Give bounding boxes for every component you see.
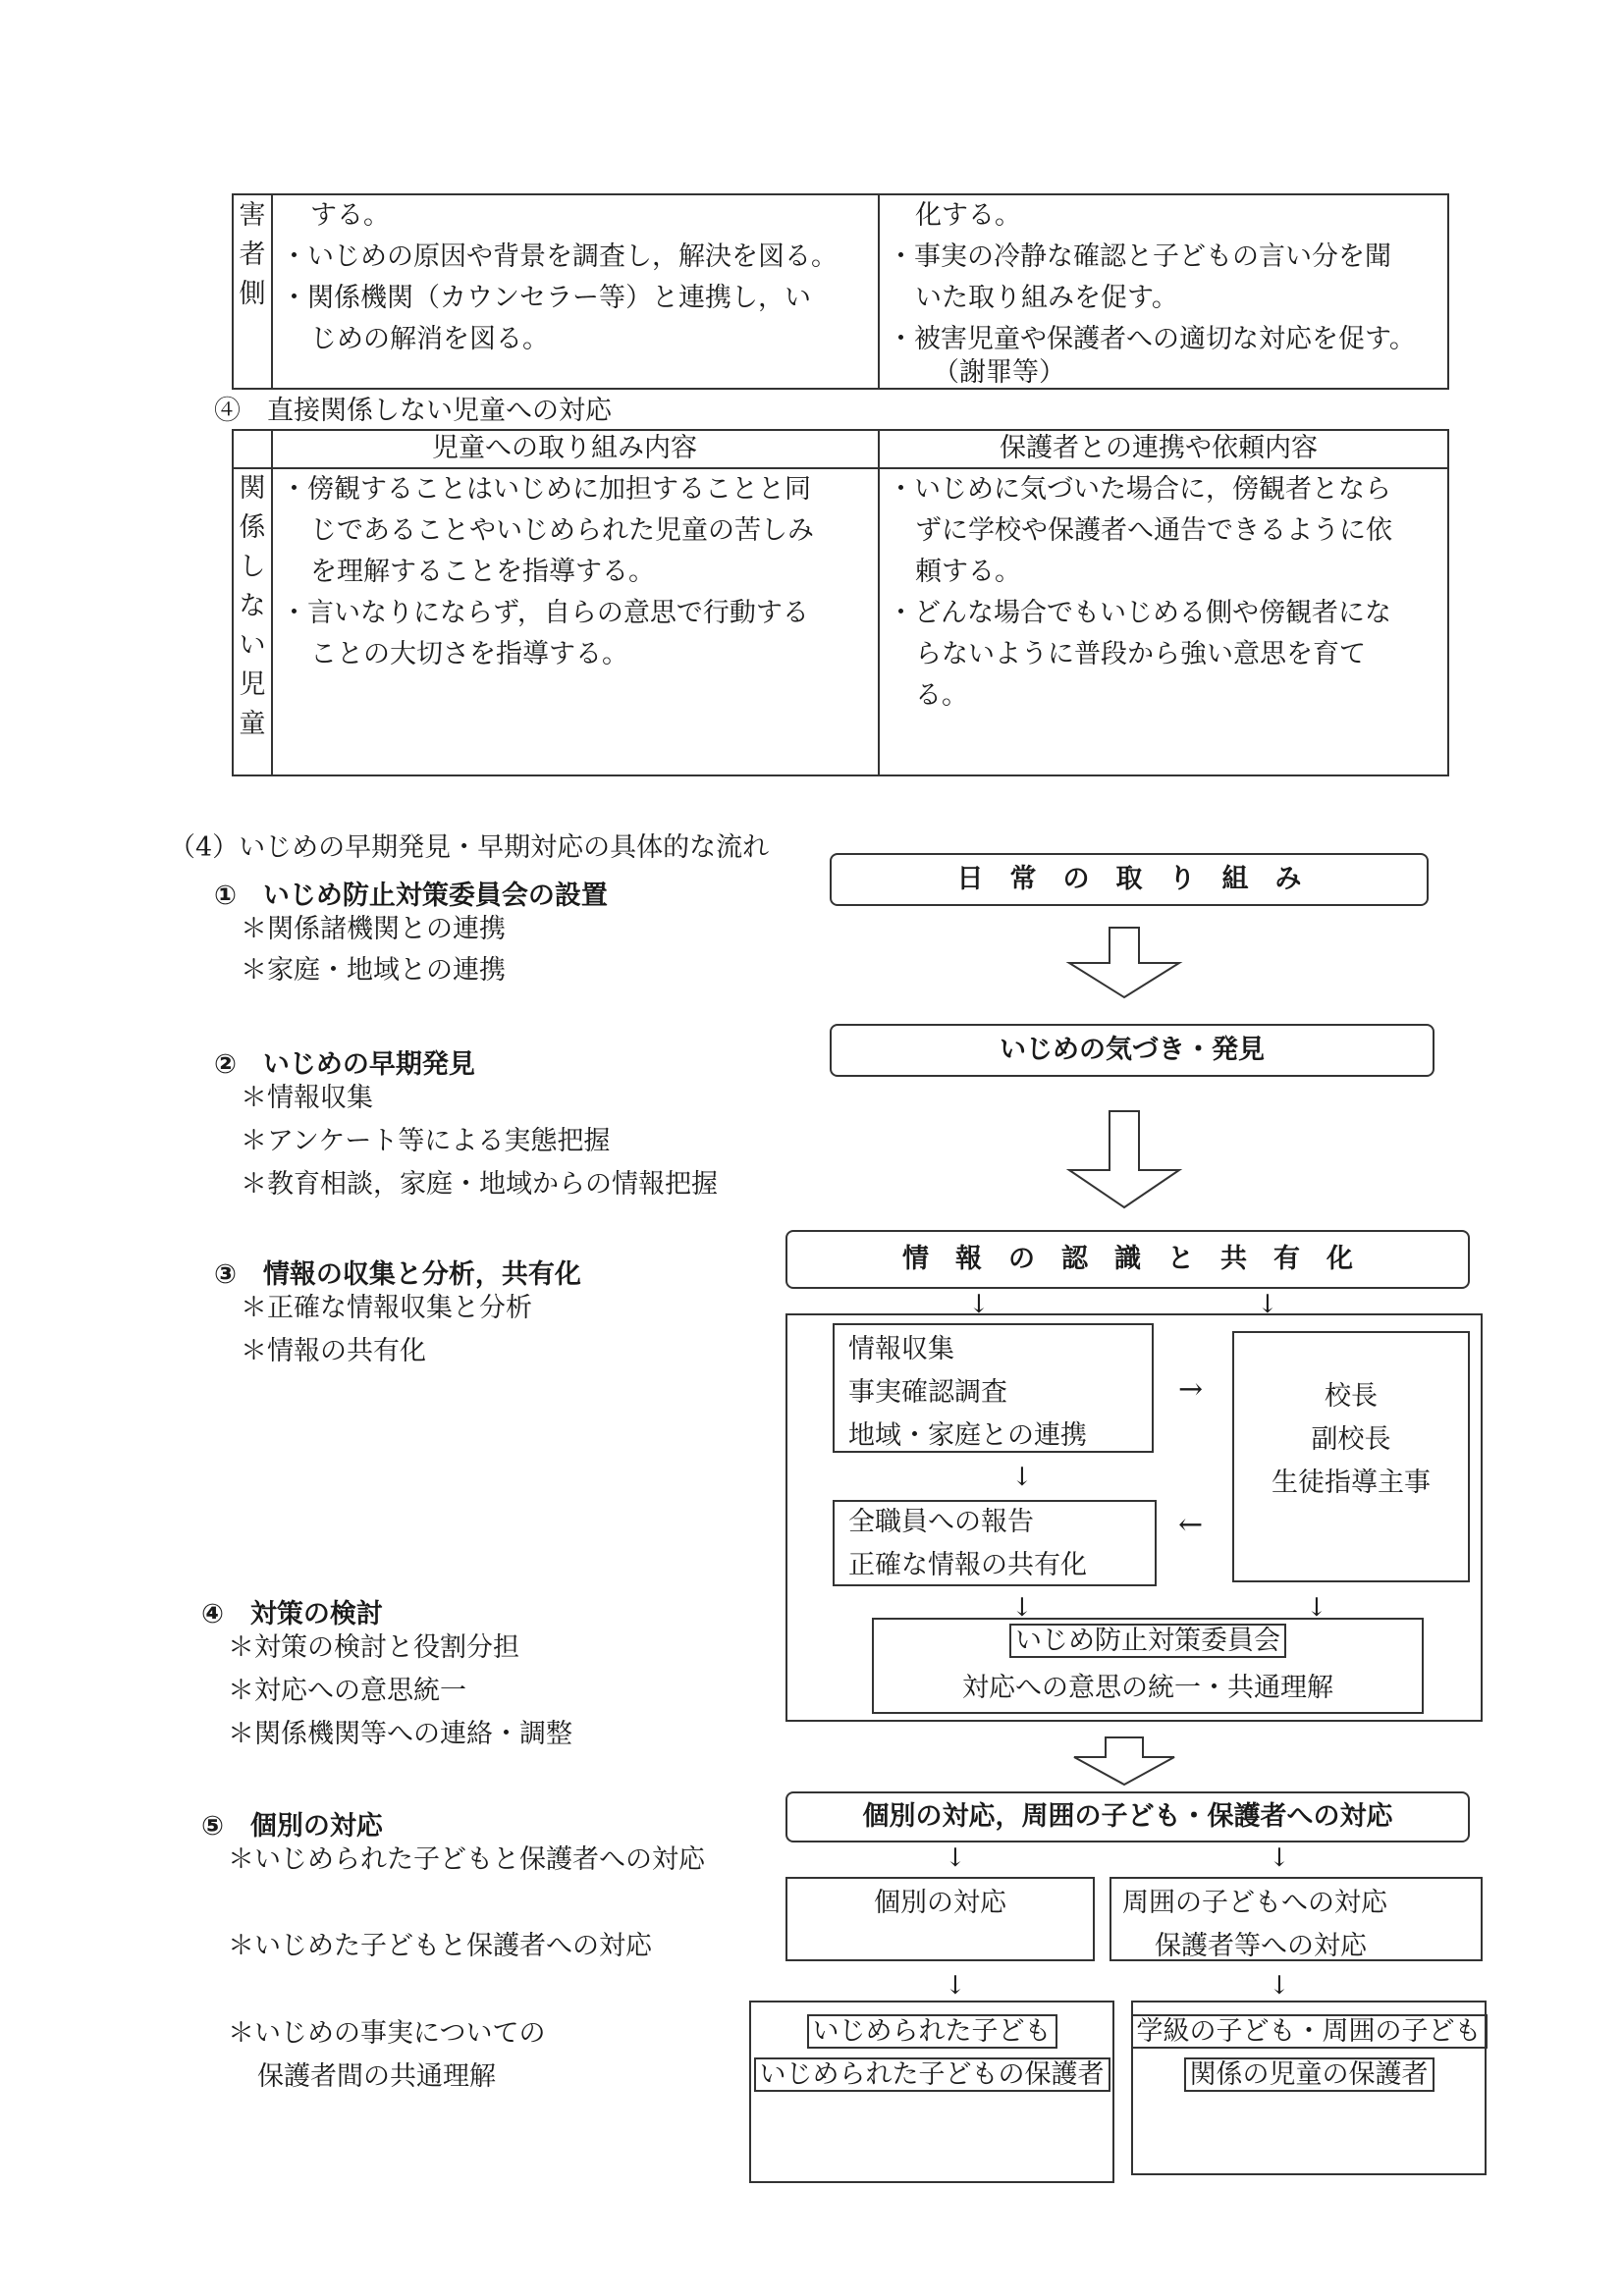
right-arrow-icon: → xyxy=(1178,1372,1204,1407)
step-heading: ④ 対策の検討 xyxy=(201,1599,383,1629)
step-item: ＊いじめられた子どもと保護者への対応 xyxy=(228,1844,705,1875)
down-arrow-icon: ↓ xyxy=(945,1971,966,2001)
down-arrow-icon: ↓ xyxy=(968,1290,990,1319)
down-arrow-icon xyxy=(1065,1109,1183,1209)
daily-efforts-box: 日 常 の 取 り 組 み xyxy=(830,853,1429,906)
step-item: ＊対応への意思統一 xyxy=(228,1676,466,1706)
step-item: ＊関係機関等への連絡・調整 xyxy=(228,1719,572,1749)
awareness-box: いじめの気づき・発見 xyxy=(830,1024,1435,1077)
down-arrow-icon: ↓ xyxy=(1269,1971,1290,2001)
step-heading: ② いじめの早期発見 xyxy=(214,1049,475,1080)
step-item: ＊教育相談，家庭・地域からの情報把握 xyxy=(241,1169,718,1200)
step-item: ＊情報の共有化 xyxy=(241,1336,426,1366)
step-item: ＊家庭・地域との連携 xyxy=(241,955,506,986)
step-heading: ③ 情報の収集と分析，共有化 xyxy=(214,1259,581,1290)
down-arrow-icon: ↓ xyxy=(1269,1843,1290,1873)
down-arrow-icon xyxy=(1070,1735,1178,1787)
info-sharing-box: 情 報 の 認 識 と 共 有 化 xyxy=(785,1230,1470,1289)
step-item: 保護者間の共通理解 xyxy=(257,2061,496,2092)
down-arrow-icon: ↓ xyxy=(1011,1593,1033,1623)
bullied-parent-label: いじめられた子どもの保護者 xyxy=(749,2057,1114,2093)
table-divider xyxy=(878,429,880,776)
committee-title: いじめ防止対策委員会 xyxy=(872,1622,1424,1661)
table-divider xyxy=(878,193,880,390)
related-parent-label: 関係の児童の保護者 xyxy=(1131,2057,1487,2093)
committee-subtitle: 対応への意思の統一・共通理解 xyxy=(962,1673,1333,1703)
header-parent-cooperation: 保護者との連携や依頼内容 xyxy=(1000,433,1318,463)
down-arrow-icon: ↓ xyxy=(945,1843,966,1873)
step-item: ＊アンケート等による実態把握 xyxy=(241,1126,611,1156)
step-item: ＊情報収集 xyxy=(241,1083,373,1113)
down-arrow-icon: ↓ xyxy=(1306,1593,1327,1623)
left-arrow-icon: ← xyxy=(1178,1508,1204,1542)
step-heading: ⑤ 個別の対応 xyxy=(201,1811,383,1842)
flow-section-title: （4）いじめの早期発見・早期対応の具体的な流れ xyxy=(169,832,770,863)
step-item: ＊関係諸機関との連携 xyxy=(241,914,506,944)
step-heading: ① いじめ防止対策委員会の設置 xyxy=(214,881,608,911)
step-item: ＊対策の検討と役割分担 xyxy=(228,1632,519,1663)
step-item: ＊正確な情報収集と分析 xyxy=(241,1293,532,1323)
step-item: ＊いじめの事実についての xyxy=(228,2018,546,2049)
down-arrow-icon: ↓ xyxy=(1011,1463,1033,1492)
class-children-label: 学級の子ども・周囲の子ども xyxy=(1121,2014,1496,2050)
step-item: ＊いじめた子どもと保護者への対応 xyxy=(228,1931,652,1961)
bullied-child-label: いじめられた子ども xyxy=(749,2014,1114,2050)
section-title: ④ 直接関係しない児童への対応 xyxy=(214,396,612,426)
individual-response-box: 個別の対応，周囲の子ども・保護者への対応 xyxy=(785,1791,1470,1842)
down-arrow-icon: ↓ xyxy=(1257,1290,1278,1319)
down-arrow-icon xyxy=(1065,926,1183,999)
header-child-action: 児童への取り組み内容 xyxy=(432,433,697,463)
